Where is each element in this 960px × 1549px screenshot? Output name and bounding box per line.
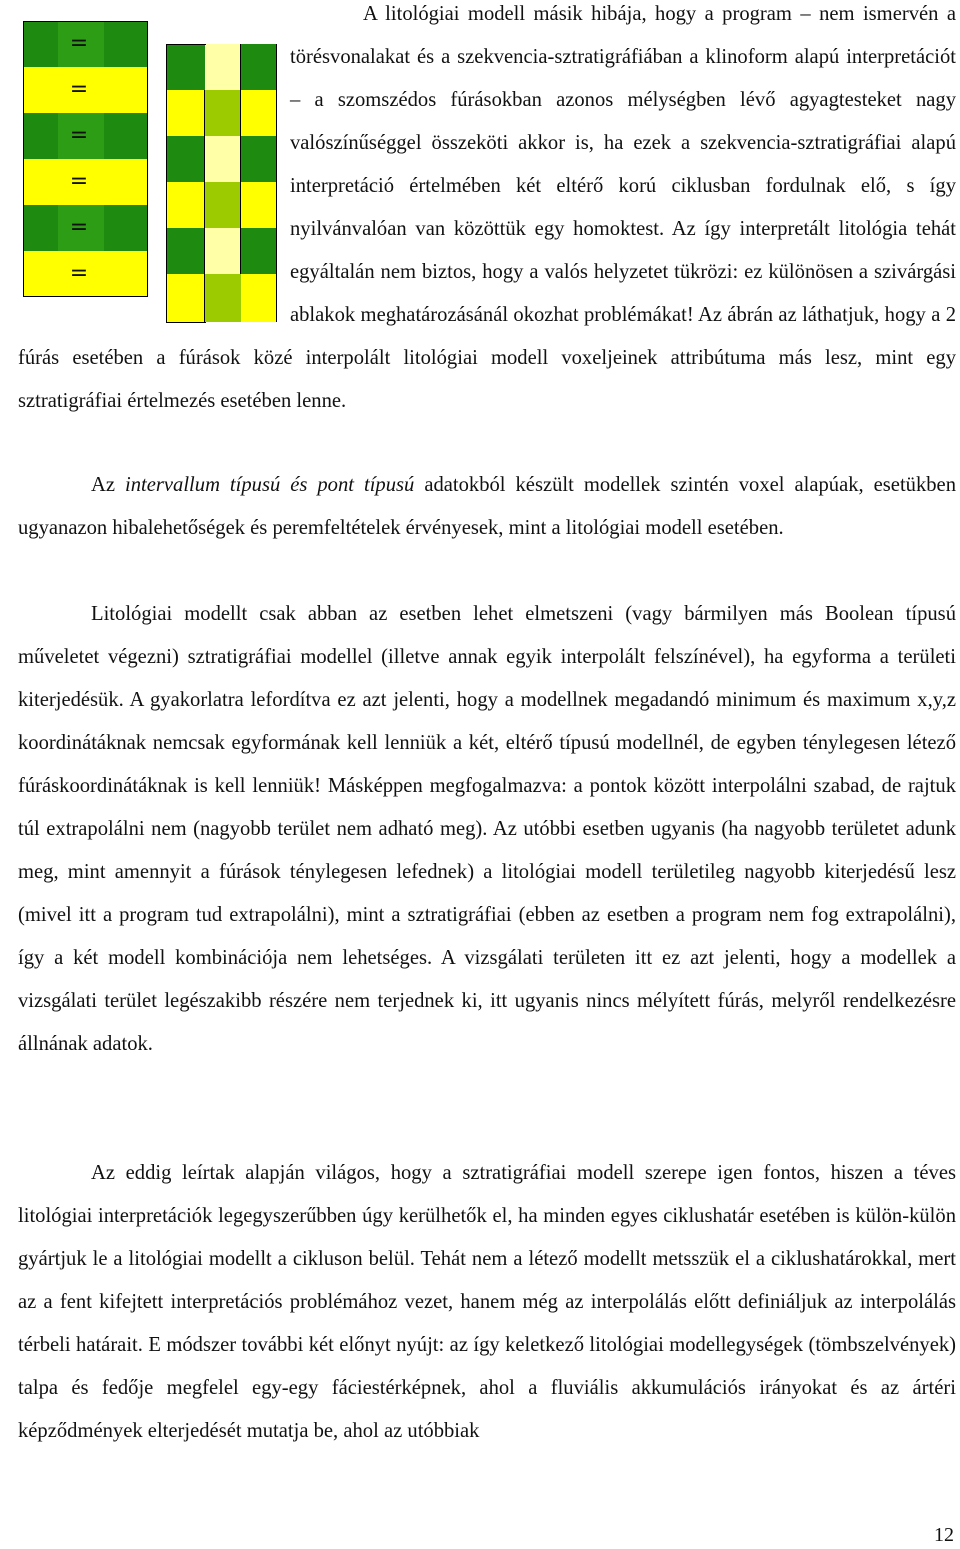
left-column-frame: [23, 21, 148, 297]
paragraph-4: Az eddig leírtak alapján világos, hogy a sztratigráfiai modell szerepe igen fontos, hiszen a téves litológiai interpretációk legegyszerűbben úgy kerülhetők el, ha minden egyes ciklushatár esetében is külön-külön gyártjuk le a litológiai modellt a cikluson belül. Tehát nem a létező modellt metsszük el a ciklushatárokkal, mert az a fent kifejtett interpretációs problémához vezet, hanem még az interpolálás előtt definiáljuk az interpolálás térbeli határait. E módszer további két előnyt nyújt: az így keletkező litológiai modellegységek (tömbszelvények) talpa és fedője megfelel egy-egy fáciestérképnek, ahol a fluviális akkumulációs irányokat és az ártéri képződmények elterjedését mutatja be, ahol az utóbbiak: [18, 1162, 956, 1442]
right-block-m2: [205, 90, 241, 136]
right-block-r6: [241, 274, 277, 322]
right-block-l5: [167, 228, 205, 274]
paragraph-2-before: Az: [91, 474, 125, 496]
marker-6: =: [69, 261, 89, 286]
paragraph-2: [18, 464, 956, 550]
paragraph-2-after: adatokból készült modellek szintén voxel alapúak, esetükben ugyanazon hibalehetőségek és peremfeltételek érvényesek, mint a litológiai modell esetében.: [18, 474, 956, 539]
right-block-l1: [167, 44, 205, 90]
marker-4: =: [69, 169, 89, 194]
right-outline-left: [166, 44, 167, 322]
paragraph-1: A litológiai modell másik hibája, hogy a program – nem ismervén a törésvonalakat és a szekvencia-sztratigráfiában a klinoform alapú interpretációt – a szomszédos fúrásokban azonos mélységben lévő agyagtesteket nagy valószínűséggel összeköti akkor is, ha ezek a szekvencia-sztratigráfiai alapú interpretáció értelmében két eltérő korú ciklusban fordulnak elő, s így nyilvánvalóan van közöttük egy homoktest. Az így interpretált litológia tehát egyáltalán nem biztos, hogy a valós helyzetet tükrözi: ez különösen a szivárgási ablakok meghatározásánál okozhat problémákat! Az ábrán az láthatjuk, hogy a 2 fúrás esetében a fúrások közé interpolált litológiai modell voxeljeinek attribútuma más lesz, mint egy sztratigráfiai értelmezés esetében lenne.: [18, 3, 956, 412]
right-outline-bottom: [166, 322, 206, 323]
right-outline-mid2: [240, 44, 241, 274]
marker-1: =: [69, 31, 89, 56]
paragraph-2-container: [18, 464, 956, 550]
right-block-m6: [205, 274, 241, 322]
right-block-m1: [205, 44, 241, 90]
right-block-l4: [167, 182, 205, 228]
right-block-m5: [205, 228, 241, 274]
marker-5: =: [69, 215, 89, 240]
right-block-r4: [241, 182, 277, 228]
paragraph-3-container: [18, 593, 956, 1066]
paragraph-3: Litológiai modellt csak abban az esetben lehet elmetszeni (vagy bármilyen más Boolean típusú műveletet végezni) sztratigráfiai modellel (illetve annak egyik interpolált felszínével), ha egyforma a területi kiterjedésük. A gyakorlatra lefordítva ez azt jelenti, hogy a modellnek megadandó minimum és maximum x,y,z koordinátáknak nemcsak egyformának kell lenniük a két, eltérő típusú modellnél, de egyben ténylegesen létező fúráskoordinátáknak is kell lenniük! Másképpen megfogalmazva: a pontok között interpolálni szabad, de rajtuk túl extrapolálni nem (nagyobb terület nem adható meg). Az utóbbi esetben ugyanis (ha nagyobb területet adunk meg, mint amennyit a fúrások ténylegesen lefednek) a litológiai modell területileg nagyobb kiterjedésű lesz (mivel itt a program tud extrapolálni), mint a sztratigráfiai (ebben az esetben a program nem fog extrapolálni), így a két modell kombinációja nem lehetséges. A vizsgálati területen itt ez azt jelenti, hogy a modellek a vizsgálati terület legészakibb részére nem terjednek ki, itt ugyanis nincs mélyített fúrás, melyről rendelkezésre állnának adatok.: [18, 603, 956, 1055]
paragraph-1-container: [18, 0, 956, 423]
right-block-l2: [167, 90, 205, 136]
right-block-l3: [167, 136, 205, 182]
right-block-r2: [241, 90, 277, 136]
right-block-r5: [241, 228, 277, 274]
marker-2: =: [69, 77, 89, 102]
right-outline-mid: [204, 90, 205, 322]
paragraph-2-italic: intervallum típusú és pont típusú: [125, 474, 415, 496]
right-outline-top: [166, 44, 206, 45]
right-block-r1: [241, 44, 277, 90]
voxel-figure: [18, 0, 290, 304]
right-block-m3: [205, 136, 241, 182]
right-block-r3: [241, 136, 277, 182]
right-block-l6: [167, 274, 205, 322]
page-number: 12: [934, 1524, 954, 1546]
paragraph-4-container: [18, 1152, 956, 1453]
marker-3: =: [69, 123, 89, 148]
right-block-m4: [205, 182, 241, 228]
right-outline-right: [276, 44, 277, 322]
